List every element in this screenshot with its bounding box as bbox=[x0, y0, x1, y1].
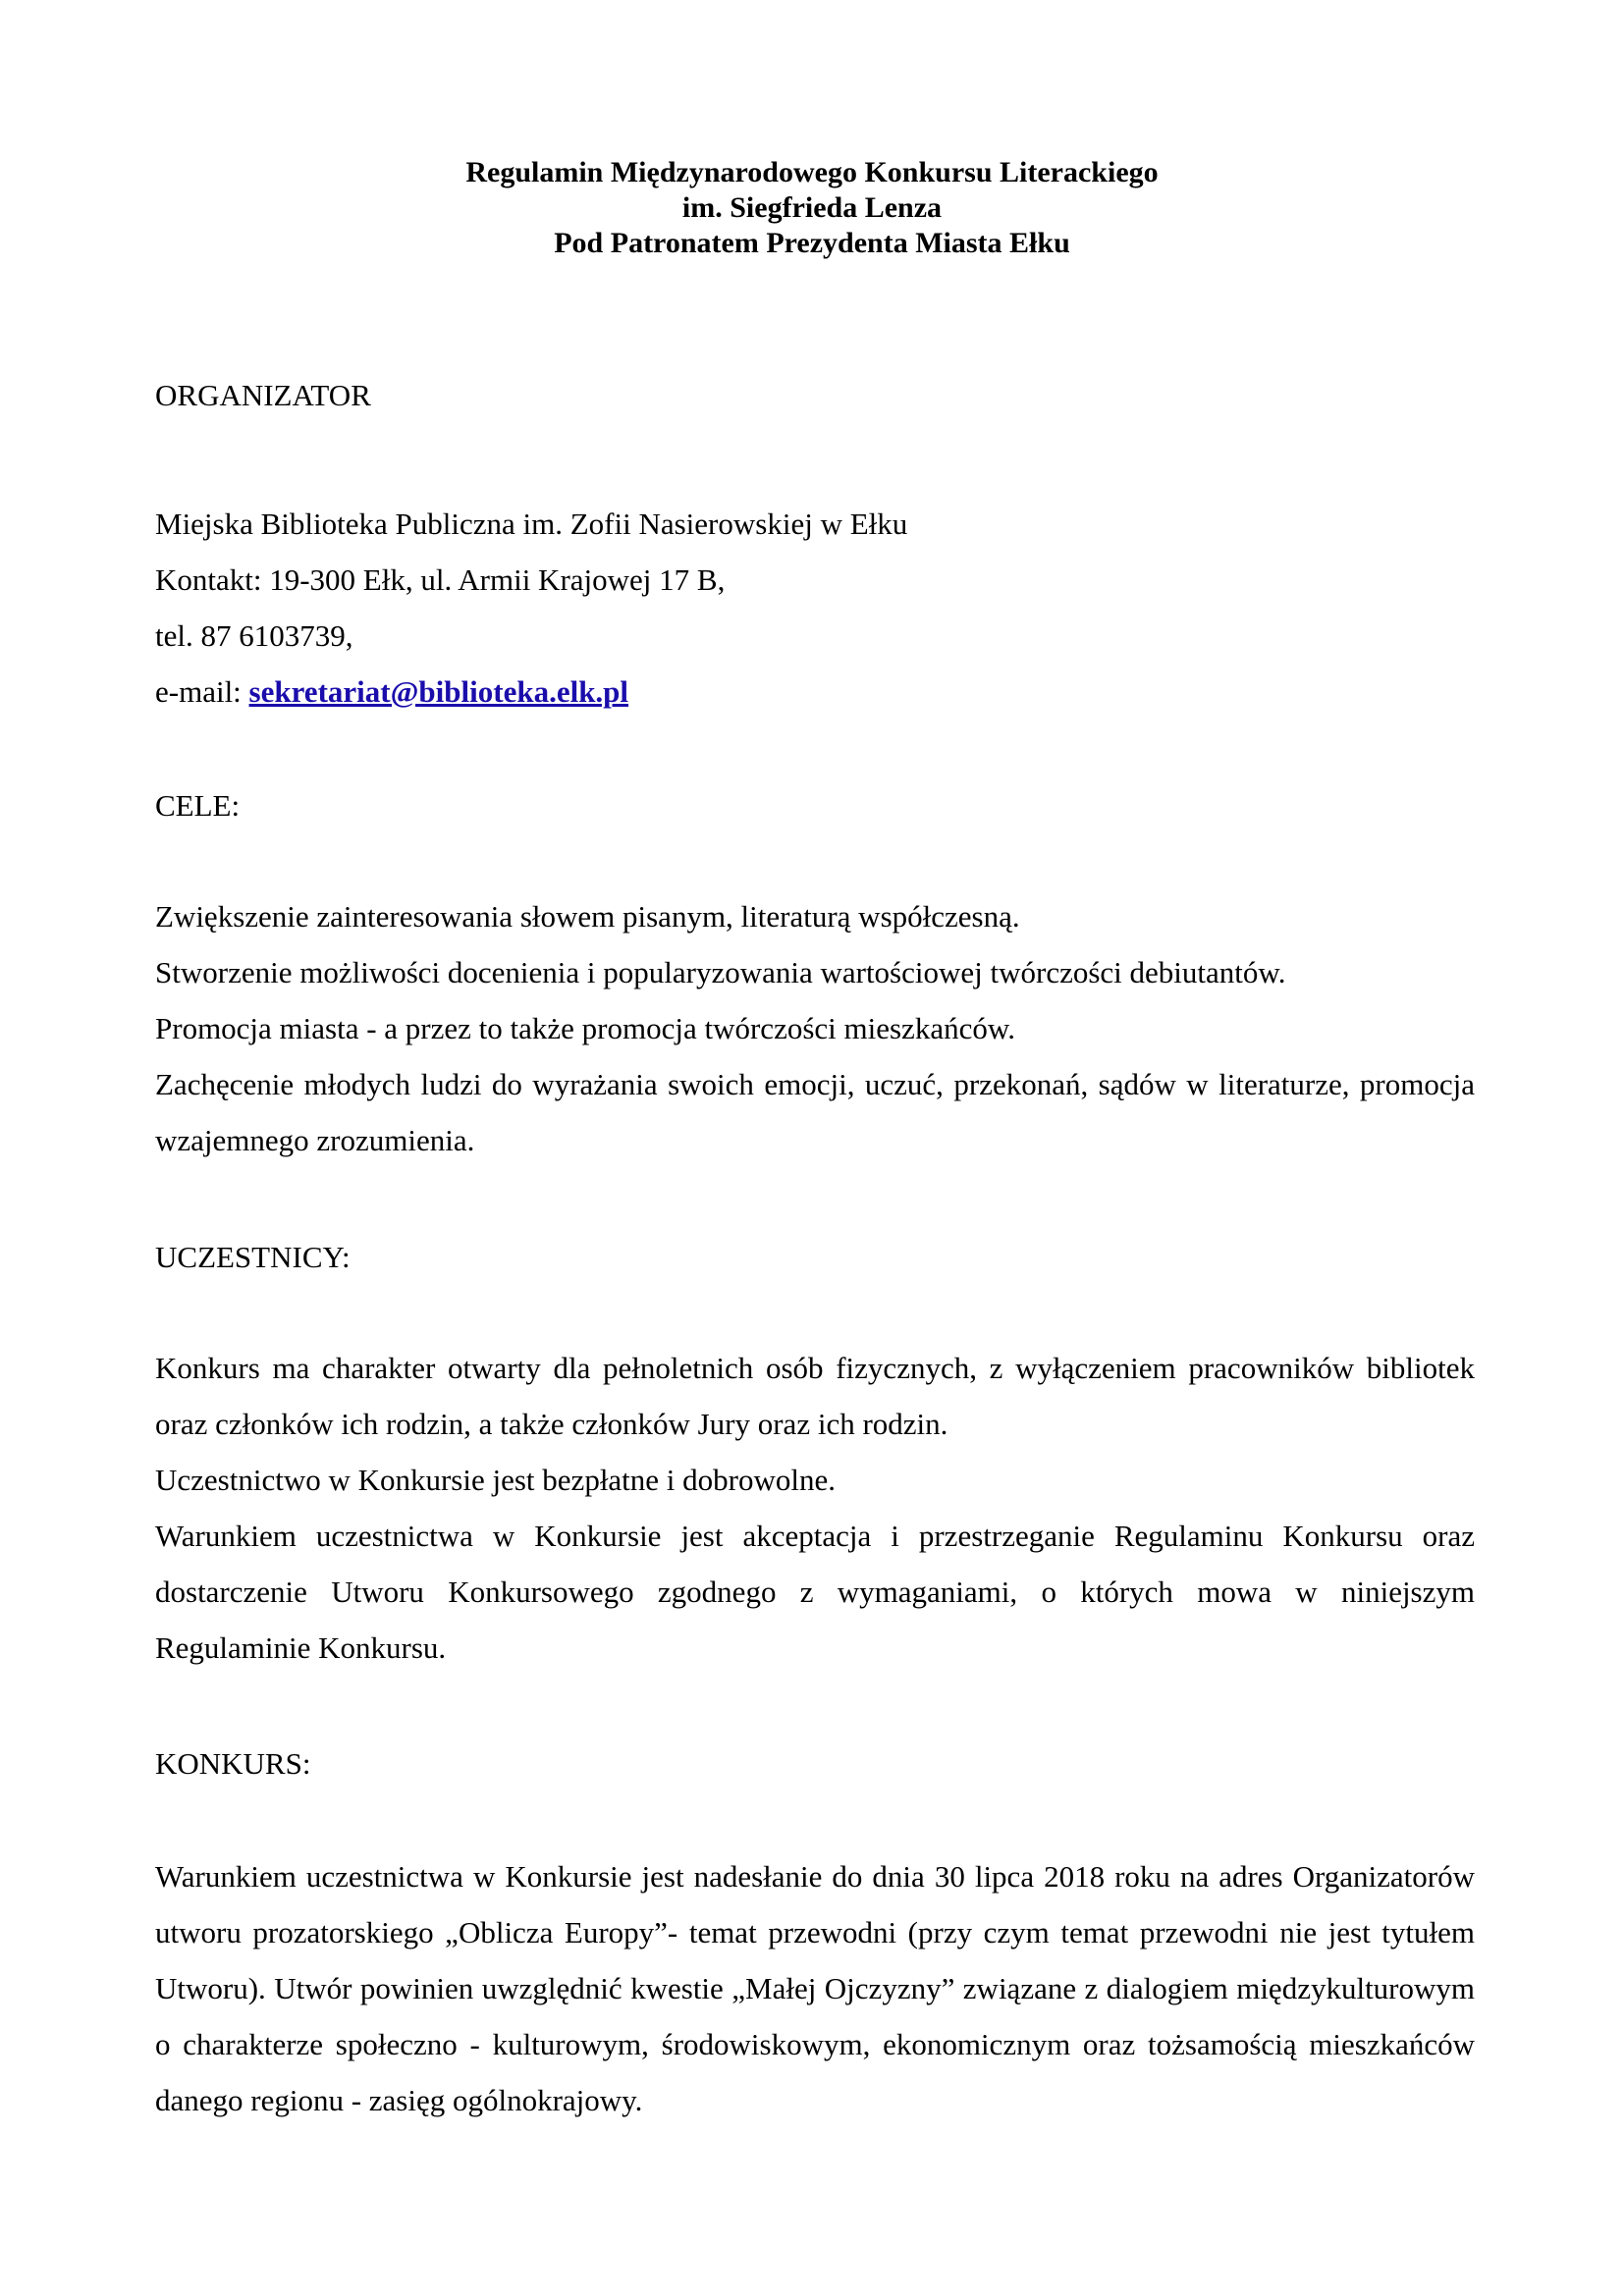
participants-heading: UCZESTNICY: bbox=[155, 1240, 351, 1274]
goal-item: Zwiększenie zainteresowania słowem pisanym, literaturą współczesną. bbox=[155, 899, 1020, 934]
organizer-details bbox=[155, 496, 1475, 720]
contest-text: Warunkiem uczestnictwa w Konkursie jest nadesłanie do dnia 30 lipca 2018 roku na adres Organizatorów utworu prozatorskiego „Oblicza Europy”- temat przewodni (przy czym temat przewodni nie jest tytułem Utworu). Utwór powinien uwzględnić kwestie „Małej Ojczyzny” związane z dialogiem międzykulturowym o charakterze społeczno - kulturowym, środowiskowym, ekonomicznym oraz tożsamością mieszkańców danego regionu - zasięg ogólnokrajowy. bbox=[155, 1859, 1475, 2117]
title-line-3: Pod Patronatem Prezydenta Miasta Ełku bbox=[554, 227, 1070, 259]
organizer-phone: tel. 87 6103739, bbox=[155, 618, 353, 653]
title-line-1: Regulamin Międzynarodowego Konkursu Literackiego bbox=[465, 156, 1159, 188]
email-link[interactable]: sekretariat@biblioteka.elk.pl bbox=[248, 674, 629, 709]
organizer-email-line bbox=[155, 664, 1475, 720]
title-line-2: im. Siegfrieda Lenza bbox=[681, 191, 943, 224]
goal-item: Zachęcenie młodych ludzi do wyrażania swoich emocji, uczuć, przekonań, sądów w literaturze, promocja wzajemnego zrozumienia. bbox=[155, 1067, 1475, 1157]
organizer-address: Kontakt: 19-300 Ełk, ul. Armii Krajowej 17 B, bbox=[155, 562, 726, 597]
organizer-name: Miejska Biblioteka Publiczna im. Zofii Nasierowskiej w Ełku bbox=[155, 507, 908, 541]
organizer-heading: ORGANIZATOR bbox=[155, 378, 371, 412]
goal-item: Promocja miasta - a przez to także promocja twórczości mieszkańców. bbox=[155, 1011, 1015, 1045]
participant-rule: Uczestnictwo w Konkursie jest bezpłatne i dobrowolne. bbox=[155, 1463, 837, 1497]
goals-list bbox=[155, 888, 1475, 1168]
goal-item: Stworzenie możliwości docenienia i popularyzowania wartościowej twórczości debiutantów. bbox=[155, 955, 1286, 989]
goals-heading: CELE: bbox=[155, 788, 241, 823]
participant-rule: Konkurs ma charakter otwarty dla pełnoletnich osób fizycznych, z wyłączeniem pracowników bibliotek oraz członków ich rodzin, a także członków Jury oraz ich rodzin. bbox=[155, 1351, 1475, 1441]
document-title bbox=[0, 155, 1624, 261]
email-label: e-mail: bbox=[155, 674, 249, 709]
participants-list bbox=[155, 1340, 1475, 1676]
participant-rule: Warunkiem uczestnictwa w Konkursie jest akceptacja i przestrzeganie Regulaminu Konkursu oraz dostarczenie Utworu Konkursowego zgodnego z wymaganiami, o których mowa w niniejszym Regulaminie Konkursu. bbox=[155, 1519, 1475, 1665]
contest-heading: KONKURS: bbox=[155, 1746, 311, 1781]
